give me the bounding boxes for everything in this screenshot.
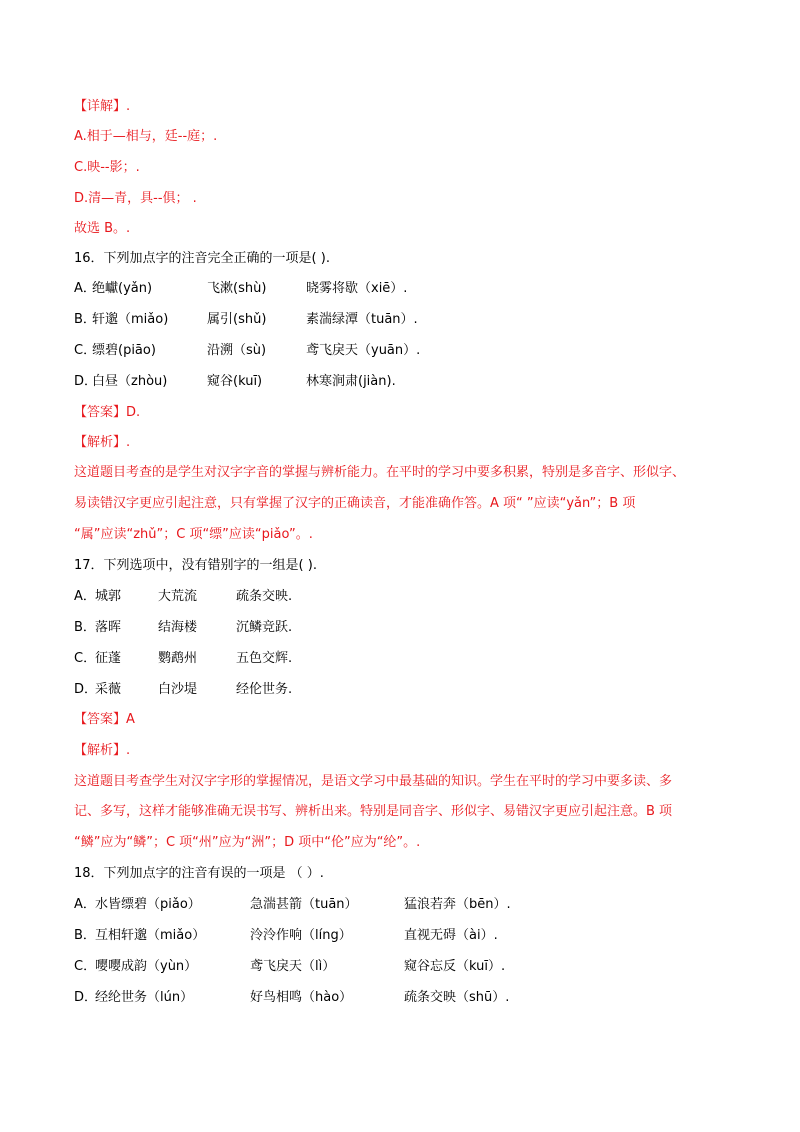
q16-option-a-item2: 飞漱(shù) — [207, 281, 267, 296]
q18-option-c-item3: 窥谷忘反（kuī）. — [404, 959, 506, 974]
q18-option-b-item3: 直视无碍（ài）. — [404, 928, 498, 943]
q16-option-d-item3: 林寒涧肃(jiàn). — [306, 374, 396, 389]
q17-analysis-header: 【解析】. — [74, 743, 131, 758]
q16-option-b-item1: 轩邈（miǎo) — [92, 312, 169, 327]
q18-option-b-item1: 互相轩邈（miǎo） — [95, 928, 206, 943]
q17-answer: 【答案】A — [74, 712, 135, 727]
q17-option-c-label: C． — [74, 651, 97, 666]
q17-option-c-item1: 征蓬 — [95, 651, 122, 666]
q17-option-c-item2: 鹦鹉州 — [158, 651, 198, 666]
q16-analysis-line-1: 这道题目考查的是学生对汉字字音的掌握与辨析能力。在平时的学习中要多积累，特别是多音字、形似字、 — [74, 465, 686, 480]
q16-analysis-line-3: “属”应读“zhǔ”；C 项“缥”应读“piǎo”。. — [74, 527, 313, 542]
q17-option-b-item2: 结海楼 — [158, 620, 198, 635]
q17-option-c-item3: 五色交辉. — [236, 651, 293, 666]
q18-option-d-item3: 疏条交映（shū）. — [404, 990, 510, 1005]
q16-option-c-item3: 鸢飞戾天（yuān）. — [306, 343, 421, 358]
q16-option-d-item2: 窥谷(kuī) — [207, 374, 263, 389]
q16-option-c-item1: 缥碧(piāo) — [92, 343, 156, 358]
q17-option-d-item2: 白沙堤 — [158, 682, 198, 697]
q16-stem: 16．下列加点字的注音完全正确的一项是( ). — [74, 251, 330, 266]
q17-option-b-label: B． — [74, 620, 96, 635]
q18-option-a-label: A． — [74, 897, 96, 912]
q17-option-a-item1: 城郭 — [95, 589, 122, 604]
detail-line-a: A.相于—相与，廷--庭；. — [74, 129, 218, 144]
q16-analysis-line-2: 易读错汉字更应引起注意，只有掌握了汉字的正确读音，才能准确作答。A 项“ ”应读“yǎn”；B 项 — [74, 496, 636, 511]
q17-analysis-line-1: 这道题目考查学生对汉字字形的掌握情况，是语文学习中最基础的知识。学生在平时的学习中要多读、多 — [74, 774, 673, 789]
q18-option-d-item2: 好鸟相鸣（hào） — [250, 990, 353, 1005]
q16-option-c-label: C． — [74, 343, 97, 358]
q18-option-a-item1: 水皆缥碧（piǎo） — [95, 897, 201, 912]
q16-option-c-item2: 沿溯（sù) — [207, 343, 267, 358]
q17-option-b-item1: 落晖 — [95, 620, 122, 635]
q18-option-d-label: D． — [74, 990, 98, 1005]
q17-option-a-item2: 大荒流 — [158, 589, 198, 604]
q16-option-b-item2: 属引(shǔ) — [207, 312, 267, 327]
q17-option-d-item1: 采薇 — [95, 682, 122, 697]
q16-analysis-header: 【解析】. — [74, 435, 131, 450]
q18-option-c-item2: 鸢飞戾天（lì） — [250, 959, 336, 974]
q18-option-d-item1: 经纶世务（lún） — [95, 990, 194, 1005]
q16-option-a-label: A． — [74, 281, 96, 296]
q17-stem: 17．下列选项中，没有错别字的一组是( ). — [74, 558, 317, 573]
q17-analysis-line-3: “鳞”应为“鳞”；C 项“州”应为“洲”；D 项中“伦”应为“纶”。. — [74, 835, 421, 850]
q16-option-a-item1: 绝巘(yǎn) — [92, 281, 153, 296]
q18-option-b-item2: 泠泠作响（líng） — [250, 928, 352, 943]
q16-option-b-item3: 素湍绿潭（tuān）. — [306, 312, 418, 327]
detail-header: 【详解】. — [74, 99, 131, 114]
q18-stem: 18．下列加点字的注音有误的一项是 （ ）. — [74, 866, 324, 881]
q18-option-a-item3: 猛浪若奔（bēn）. — [404, 897, 511, 912]
detail-line-c: C.映--影；. — [74, 160, 140, 175]
q18-option-a-item2: 急湍甚箭（tuān） — [250, 897, 358, 912]
q17-analysis-line-2: 记、多写，这样才能够准确无误书写、辨析出来。特别是同音字、形似字、易错汉字更应引起注意。B 项 — [74, 804, 673, 819]
q17-option-b-item3: 沉鳞竞跃. — [236, 620, 293, 635]
q17-option-a-label: A． — [74, 589, 96, 604]
q18-option-b-label: B． — [74, 928, 96, 943]
q17-option-d-item3: 经伦世务. — [236, 682, 293, 697]
q16-option-d-item1: 白昼（zhòu) — [92, 374, 168, 389]
q16-option-a-item3: 晓雾将歇（xiē）. — [306, 281, 408, 296]
q18-option-c-item1: 嘤嘤成韵（yùn） — [95, 959, 198, 974]
q16-answer: 【答案】D. — [74, 405, 141, 420]
q17-option-d-label: D． — [74, 682, 98, 697]
detail-line-d: D.清—青，具--俱； . — [74, 191, 197, 206]
q16-option-d-label: D． — [74, 374, 98, 389]
q18-option-c-label: C． — [74, 959, 97, 974]
q16-option-b-label: B． — [74, 312, 96, 327]
q17-option-a-item3: 疏条交映. — [236, 589, 293, 604]
detail-conclusion: 故选 B。. — [74, 221, 131, 236]
